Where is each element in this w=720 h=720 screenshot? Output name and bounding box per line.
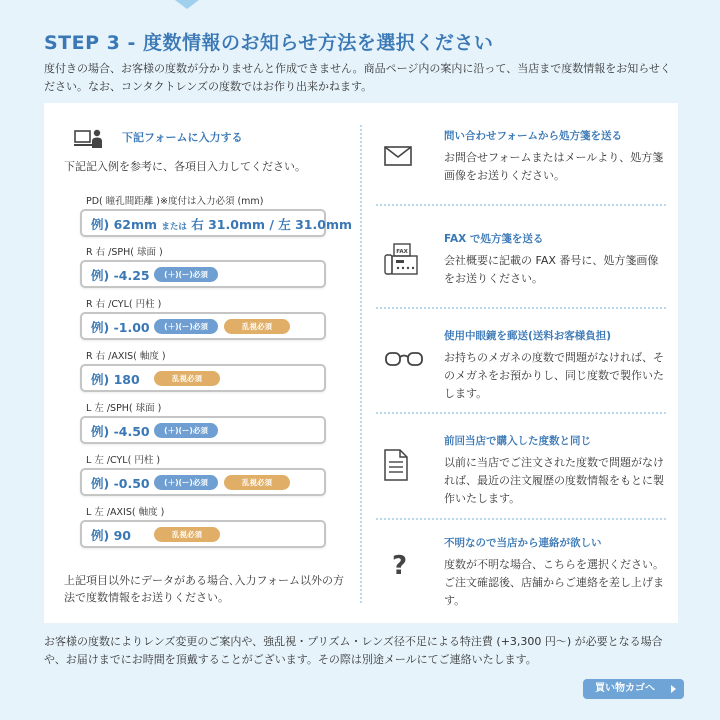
- method-heading: 不明なので当店から連絡が欲しい: [444, 537, 602, 549]
- page-title: STEP 3 - 度数情報のお知らせ方法を選択ください: [44, 32, 494, 54]
- l-sph-label: L 左 /SPH( 球面 ): [86, 403, 162, 414]
- method-fax[interactable]: [362, 231, 678, 301]
- method-heading: 問い合わせフォームから処方箋を送る: [444, 130, 622, 142]
- method-inquiry-form[interactable]: [362, 128, 678, 198]
- method-divider: [376, 204, 666, 206]
- sign-required-badge: (＋)(ー)必須: [154, 319, 218, 334]
- glasses-icon: [384, 350, 424, 368]
- question-icon: ?: [392, 551, 408, 581]
- sign-required-badge: (＋)(ー)必須: [154, 267, 218, 282]
- method-divider: [376, 307, 666, 309]
- method-text: 会社概要に記載の FAX 番号に、処方箋画像をお送りください。: [444, 254, 659, 285]
- r-sph-label: R 右 /SPH( 球面 ): [86, 247, 163, 258]
- method-previous-order[interactable]: [362, 433, 678, 518]
- cart-button-label: 買い物カゴへ: [595, 683, 655, 694]
- l-cyl-example-value: 例) -0.50: [91, 476, 150, 491]
- r-axis-example-value: 例) 180: [91, 372, 140, 387]
- computer-user-icon: [74, 128, 104, 150]
- l-axis-example-field: [80, 520, 326, 548]
- fax-icon: [384, 243, 418, 275]
- pd-label: PD( 瞳孔間距離 )※度付は入力必須 (mm): [86, 196, 264, 207]
- form-description: 下記記入例を参考に、各項目入力してください。: [64, 160, 306, 173]
- method-text: お持ちのメガネの度数で問題がなければ、そのメガネをお預かりし、同じ度数で製作いたします。: [444, 351, 664, 400]
- l-sph-example-field: [80, 416, 326, 444]
- method-contact-from-store[interactable]: [362, 535, 678, 615]
- method-heading: 使用中眼鏡を郵送(送料お客様負担): [444, 330, 612, 342]
- r-cyl-example-field: [80, 312, 326, 340]
- fax-icon-label: FAX: [396, 249, 408, 255]
- method-text: 度数が不明な場合、こちらを選択ください。ご注文確認後、店舗からご連絡を差し上げます。: [444, 558, 664, 607]
- form-note: 上記項目以外にデータがある場合､入力フォーム以外の方法で度数情報をお送りください。: [64, 574, 344, 604]
- l-sph-example-value: 例) -4.50: [91, 424, 150, 439]
- r-cyl-example-value: 例) -1.00: [91, 320, 150, 335]
- astigmatism-required-badge: 乱視必須: [154, 371, 220, 386]
- method-divider: [376, 412, 666, 414]
- pd-value-right: 右 31.0mm / 左 31.0mm: [191, 217, 353, 232]
- method-mail-glasses[interactable]: [362, 328, 678, 413]
- r-sph-example-value: 例) -4.25: [91, 268, 150, 283]
- method-text: 以前に当店でご注文された度数で問題がなければ、最近の注文履歴の度数情報をもとに製作いたします。: [444, 456, 664, 505]
- intro-text: 度付きの場合、お客様の度数が分かりませんと作成できません。商品ページ内の案内に沿って、当店まで度数情報をお知らせください。なお、コンタクトレンズの度数ではお作り出来かねます。: [44, 62, 671, 93]
- method-heading: FAX で処方箋を送る: [444, 233, 544, 245]
- cart-button[interactable]: [583, 679, 684, 699]
- other-methods: [362, 103, 678, 623]
- form-heading: 下記フォームに入力する: [122, 131, 243, 144]
- method-text: お問合せフォームまたはメールより、処方箋画像をお送りください。: [444, 151, 664, 182]
- astigmatism-required-badge: 乱視必須: [154, 527, 220, 542]
- pd-value-main: 例) 62mm: [91, 217, 158, 232]
- astigmatism-required-badge: 乱視必須: [224, 319, 290, 334]
- method-divider: [376, 518, 666, 520]
- pd-example-value: [91, 215, 352, 233]
- options-panel: [44, 103, 678, 623]
- sign-required-badge: (＋)(ー)必須: [154, 423, 218, 438]
- r-axis-label: R 右 /AXIS( 軸度 ): [86, 351, 166, 362]
- l-cyl-label: L 左 /CYL( 円柱 ): [86, 455, 161, 466]
- method-heading: 前回当店で購入した度数と同じ: [444, 435, 591, 447]
- pd-example-field: [80, 209, 353, 237]
- sign-required-badge: (＋)(ー)必須: [154, 475, 218, 490]
- pd-value-or: または: [161, 222, 187, 232]
- l-axis-example-value: 例) 90: [91, 528, 131, 543]
- document-icon: [384, 449, 408, 481]
- r-sph-example-field: [80, 260, 326, 288]
- chevron-right-icon: [671, 685, 676, 693]
- form-option[interactable]: [44, 103, 360, 623]
- r-axis-example-field: [80, 364, 326, 392]
- envelope-icon: [384, 146, 412, 166]
- step-arrow-indicator: [175, 0, 199, 9]
- r-cyl-label: R 右 /CYL( 円柱 ): [86, 299, 162, 310]
- footer-note: お客様の度数によりレンズ変更のご案内や、強乱視・プリズム・レンズ径不足による特注費 (+3,300 円～) が必要となる場合や、お届けまでにお時間を頂戴することがございます。その際は別途メールにてご連絡いたします。: [44, 635, 663, 666]
- l-cyl-example-field: [80, 468, 326, 496]
- astigmatism-required-badge: 乱視必須: [224, 475, 290, 490]
- l-axis-label: L 左 /AXIS( 軸度 ): [86, 507, 165, 518]
